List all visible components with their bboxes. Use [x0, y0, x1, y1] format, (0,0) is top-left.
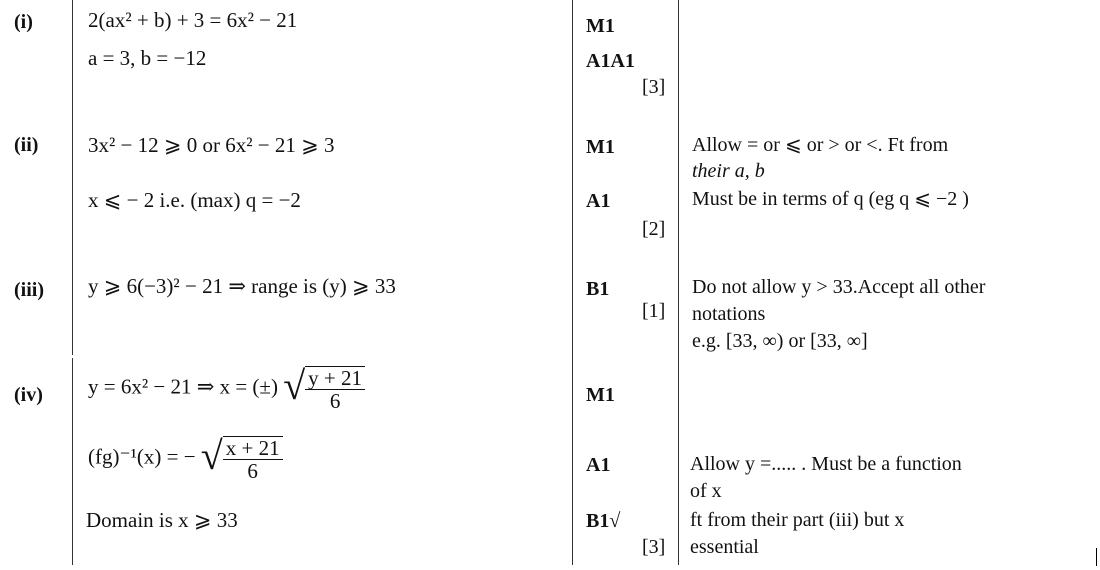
mark-total: [3]: [642, 536, 666, 558]
fraction: [223, 436, 283, 482]
guidance-note: Do not allow y > 33.Accept all other: [692, 276, 986, 298]
mark-total: [3]: [642, 76, 666, 98]
fraction: [305, 366, 365, 412]
working-line: a = 3, b = −12: [88, 46, 207, 70]
mark-code: M1: [586, 384, 615, 406]
guidance-note: essential: [690, 536, 759, 558]
mark-total: [2]: [642, 218, 666, 240]
guidance-note: Must be in terms of q (eg q ⩽ −2 ): [692, 188, 969, 210]
guidance-note: e.g. [33, ∞) or [33, ∞]: [692, 330, 868, 352]
column-divider-right: [678, 0, 679, 565]
equation-lhs: (fg)⁻¹(x) = −: [88, 444, 196, 469]
part-label: (i): [14, 11, 33, 33]
working-line: 2(ax² + b) + 3 = 6x² − 21: [88, 8, 298, 32]
mark-code: A1A1: [586, 50, 635, 72]
working-line: 3x² − 12 ⩾ 0 or 6x² − 21 ⩾ 3: [88, 133, 335, 157]
guidance-note: ft from their part (iii) but x: [690, 509, 905, 531]
guidance-note: Allow = or ⩽ or > or <. Ft from: [692, 134, 949, 156]
column-divider-left: [72, 358, 73, 565]
part-label: (iv): [14, 384, 43, 406]
working-line-inverse-function: [88, 432, 283, 482]
mark-code: M1: [586, 136, 615, 158]
part-label: (ii): [14, 134, 39, 156]
square-root: [201, 432, 283, 482]
part-label: (iii): [14, 279, 44, 301]
working-line: y ⩾ 6(−3)² − 21 ⇒ range is (y) ⩾ 33: [88, 274, 396, 298]
text-cursor: [1096, 548, 1097, 566]
mark-total: [1]: [642, 300, 666, 322]
guidance-note: their a, b: [692, 160, 765, 182]
equation-lhs: y = 6x² − 21 ⇒ x = (±): [88, 374, 278, 399]
guidance-note: of x: [690, 480, 722, 502]
mark-code: M1: [586, 15, 615, 37]
column-divider-left: [72, 0, 73, 355]
mark-code: A1: [586, 190, 611, 212]
working-line: x ⩽ − 2 i.e. (max) q = −2: [88, 188, 301, 212]
column-divider-mid: [572, 0, 573, 565]
mark-code: B1√: [586, 510, 621, 532]
radical-icon: √: [283, 363, 306, 408]
working-line-inverse: [88, 362, 365, 412]
mark-code: A1: [586, 454, 611, 476]
mark-code: B1: [586, 278, 610, 300]
fraction-numerator: x + 21: [223, 437, 283, 460]
square-root: [283, 362, 365, 412]
fraction-numerator: y + 21: [305, 367, 365, 390]
guidance-note: Allow y =..... . Must be a function: [690, 453, 962, 475]
radical-icon: √: [200, 433, 223, 478]
fraction-denominator: 6: [247, 459, 258, 483]
fraction-denominator: 6: [329, 389, 341, 413]
guidance-note: notations: [692, 303, 766, 325]
working-line: Domain is x ⩾ 33: [86, 508, 238, 532]
